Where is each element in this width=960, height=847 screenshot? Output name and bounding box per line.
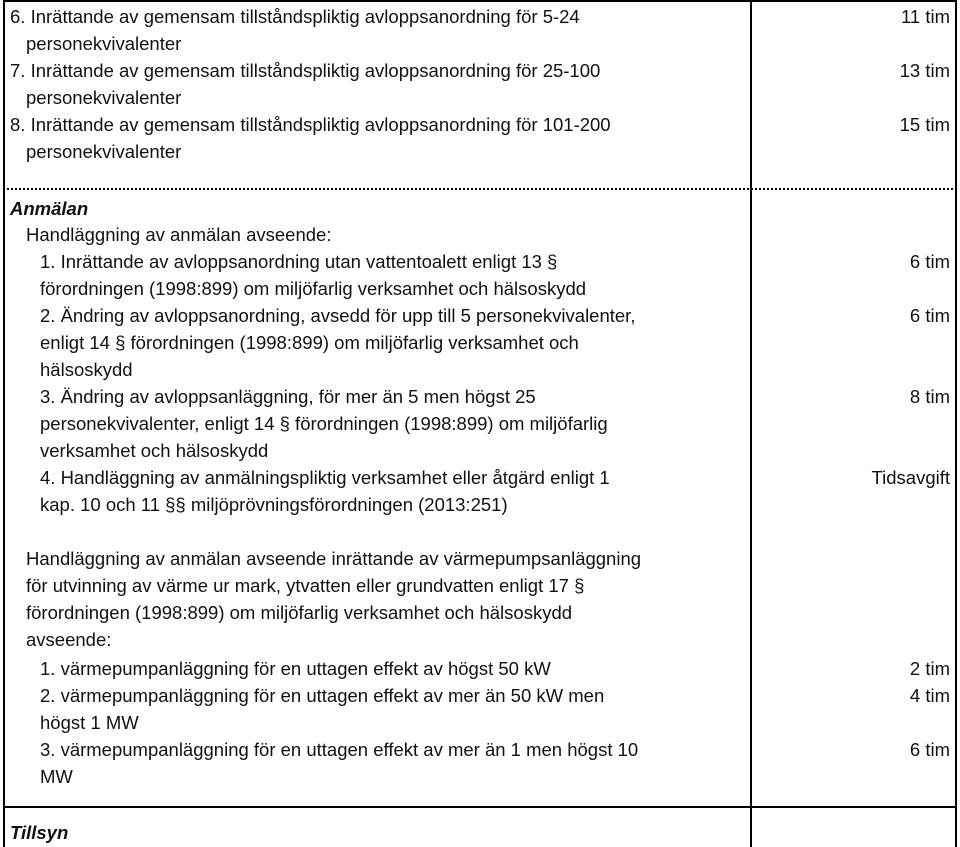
anmalan-item-3-line-2: personekvivalenter, enligt 14 § förordningen (1998:899) om miljöfarlig — [40, 413, 608, 434]
varmepump-item-1-value: 2 tim — [909, 658, 950, 679]
anmalan-item-2-line-1: 2. Ändring av avloppsanordning, avsedd för upp till 5 personekvivalenter, — [40, 305, 636, 326]
anmalan-item-2-value: 6 tim — [909, 305, 950, 326]
row-6-value: 11 tim — [900, 6, 950, 27]
row-6-line-1: 6. Inrättande av gemensam tillståndspliktig avloppsanordning för 5-24 — [10, 6, 580, 27]
varmepump-item-1-line-1: 1. värmepumpanläggning för en uttagen effekt av högst 50 kW — [40, 658, 551, 679]
anmalan-item-2-line-3: hälsoskydd — [40, 359, 133, 380]
varmepump-intro-line-2: för utvinning av värme ur mark, ytvatten eller grundvatten enligt 17 § — [26, 575, 585, 596]
row-7-value: 13 tim — [899, 60, 950, 81]
varmepump-item-2-value: 4 tim — [909, 685, 950, 706]
varmepump-intro-line-1: Handläggning av anmälan avseende inrättande av värmepumpsanläggning — [26, 548, 642, 569]
varmepump-item-2-line-2: högst 1 MW — [40, 712, 139, 733]
anmalan-item-1-line-1: 1. Inrättande av avloppsanordning utan vattentoalett enligt 13 § — [40, 251, 558, 272]
varmepump-item-3-value: 6 tim — [909, 739, 950, 760]
table-right-border — [955, 0, 957, 847]
anmalan-item-1-value: 6 tim — [909, 251, 950, 272]
row-8-line-2: personekvivalenter — [26, 141, 182, 162]
varmepump-intro-line-4: avseende: — [26, 629, 112, 650]
anmalan-heading: Anmälan — [10, 198, 89, 219]
table-left-border — [3, 0, 5, 847]
anmalan-item-3-line-1: 3. Ändring av avloppsanläggning, för mer än 5 men högst 25 — [40, 386, 536, 407]
anmalan-item-1-line-2: förordningen (1998:899) om miljöfarlig verksamhet och hälsoskydd — [40, 278, 587, 299]
row-7-line-1: 7. Inrättande av gemensam tillståndspliktig avloppsanordning för 25-100 — [10, 60, 601, 81]
anmalan-item-3-line-3: verksamhet och hälsoskydd — [40, 440, 269, 461]
row-8-value: 15 tim — [899, 114, 950, 135]
tillsyn-heading: Tillsyn — [10, 822, 69, 843]
row-8-line-1: 8. Inrättande av gemensam tillståndspliktig avloppsanordning för 101-200 — [10, 114, 611, 135]
anmalan-item-2-line-2: enligt 14 § förordningen (1998:899) om miljöfarlig verksamhet och — [40, 332, 579, 353]
varmepump-item-2-line-1: 2. värmepumpanläggning för en uttagen effekt av mer än 50 kW men — [40, 685, 605, 706]
anmalan-item-4-line-1: 4. Handläggning av anmälningspliktig verksamhet eller åtgärd enligt 1 — [40, 467, 610, 488]
varmepump-intro-line-3: förordningen (1998:899) om miljöfarlig verksamhet och hälsoskydd — [26, 602, 573, 623]
anmalan-item-4-line-2: kap. 10 och 11 §§ miljöprövningsförordningen (2013:251) — [40, 494, 508, 515]
row-6-line-2: personekvivalenter — [26, 33, 182, 54]
column-divider — [750, 0, 752, 847]
anmalan-item-4-value: Tidsavgift — [871, 467, 950, 488]
section-divider-dotted — [3, 188, 957, 190]
anmalan-item-3-value: 8 tim — [909, 386, 950, 407]
anmalan-intro: Handläggning av anmälan avseende: — [26, 224, 332, 245]
section-divider-tillsyn — [3, 806, 957, 808]
varmepump-item-3-line-2: MW — [40, 766, 73, 787]
varmepump-item-3-line-1: 3. värmepumpanläggning för en uttagen effekt av mer än 1 men högst 10 — [40, 739, 639, 760]
row-7-line-2: personekvivalenter — [26, 87, 182, 108]
section-divider-top — [3, 0, 957, 2]
